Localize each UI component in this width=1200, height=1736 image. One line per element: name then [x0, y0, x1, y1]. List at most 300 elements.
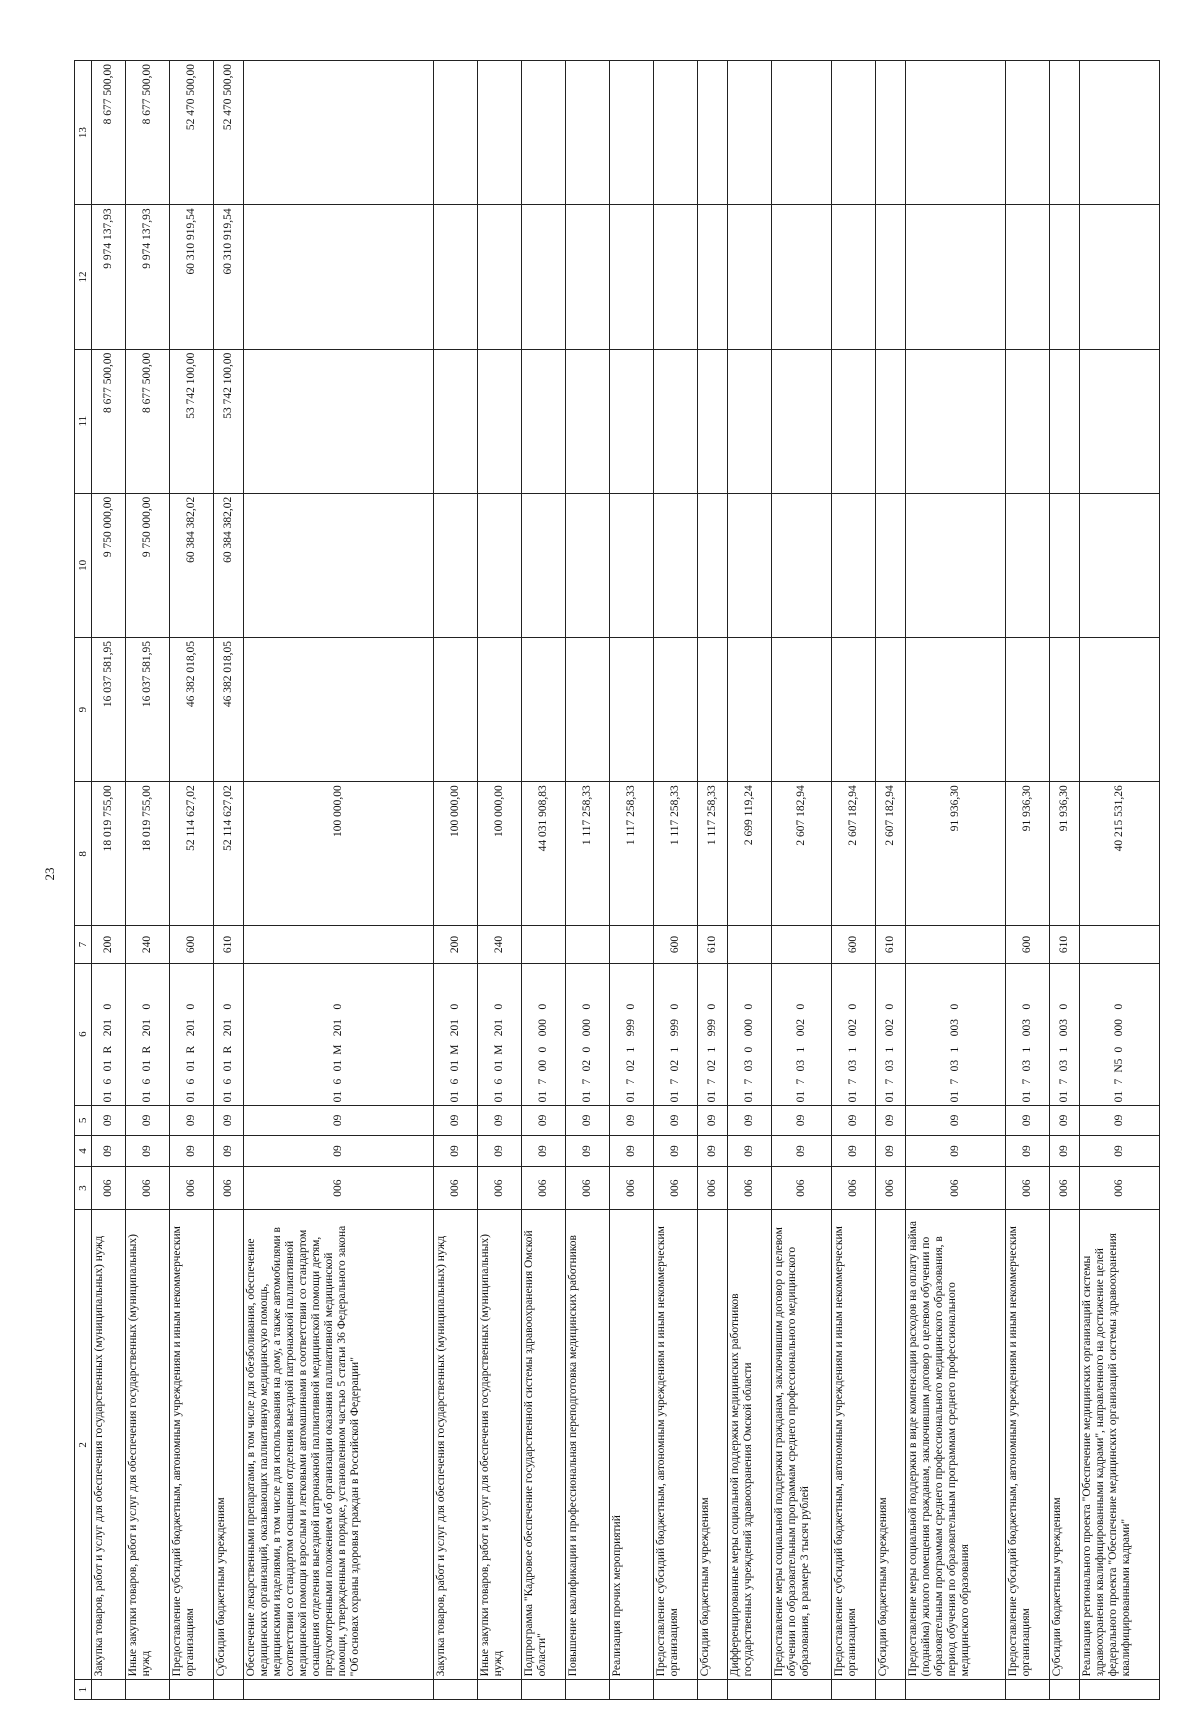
code-part: 01 [669, 1090, 681, 1103]
amount-cell-c12 [1080, 205, 1160, 349]
code-part: 1 [625, 1046, 637, 1053]
amount-cell-c12: 9 974 137,93 [92, 205, 126, 349]
amount-cell-c12 [434, 205, 478, 349]
section-code-cell: 09 [1080, 1136, 1160, 1167]
expense-type-cell [772, 926, 832, 963]
amount-cell-c9 [478, 638, 522, 782]
amount-cell-c11 [1006, 349, 1050, 493]
amount-cell-c13 [434, 61, 478, 205]
amount-cell-c8: 100 000,00 [434, 782, 478, 926]
code-part: 0 [222, 1003, 234, 1010]
header-cell-8: 8 [75, 782, 92, 926]
row-index-cell [244, 1680, 434, 1700]
amount-cell-c13 [906, 61, 1006, 205]
amount-cell-c9 [244, 638, 434, 782]
amount-cell-c13 [698, 61, 728, 205]
code-part: 003 [1021, 1018, 1033, 1037]
code-part: 7 [669, 1078, 681, 1085]
amount-cell-c10 [876, 493, 906, 637]
header-cell-5: 5 [75, 1105, 92, 1136]
admin-code-cell: 006 [566, 1166, 610, 1210]
admin-code-cell: 006 [1006, 1166, 1050, 1210]
row-index-cell [522, 1680, 566, 1700]
header-cell-6: 6 [75, 963, 92, 1105]
subsection-code-cell: 09 [1050, 1105, 1080, 1136]
section-code-cell: 09 [214, 1136, 244, 1167]
code-part: R [102, 1045, 114, 1054]
code-part: 0 [537, 1003, 549, 1010]
code-part: 7 [1021, 1078, 1033, 1085]
table-row [610, 61, 654, 1700]
amount-cell-c12 [832, 205, 876, 349]
amount-cell-c9 [566, 638, 610, 782]
code-part: 01 [493, 1059, 505, 1072]
header-cell-10: 10 [75, 493, 92, 637]
expense-type-cell [906, 926, 1006, 963]
amount-cell-c8: 1 117 258,33 [566, 782, 610, 926]
code-part: 0 [1113, 1003, 1125, 1010]
table-row [772, 61, 832, 1700]
code-part: 7 [581, 1078, 593, 1085]
amount-cell-c8: 91 936,30 [1006, 782, 1050, 926]
table-row [522, 61, 566, 1700]
subsection-code-cell: 09 [244, 1105, 434, 1136]
subsection-code-cell: 09 [1080, 1105, 1160, 1136]
expense-type-cell [522, 926, 566, 963]
target-article-code-cell [1080, 963, 1160, 1105]
row-index-cell [126, 1680, 170, 1700]
amount-cell-c13: 52 470 500,00 [170, 61, 214, 205]
admin-code-cell: 006 [654, 1166, 698, 1210]
row-index-cell [772, 1680, 832, 1700]
amount-cell-c9 [876, 638, 906, 782]
subsection-code-cell: 09 [610, 1105, 654, 1136]
admin-code-cell: 006 [126, 1166, 170, 1210]
amount-cell-c10 [244, 493, 434, 637]
amount-cell-c8: 2 607 182,94 [832, 782, 876, 926]
row-name-cell: Предоставление субсидий бюджетным, автономным учреждениям и иным некоммерческим организациям [832, 1210, 876, 1680]
amount-cell-c13: 8 677 500,00 [126, 61, 170, 205]
code-part: 0 [847, 1003, 859, 1010]
amount-cell-c12 [522, 205, 566, 349]
amount-cell-c11: 53 742 100,00 [214, 349, 244, 493]
section-code-cell: 09 [698, 1136, 728, 1167]
code-part: 6 [185, 1078, 197, 1085]
expense-type-cell [566, 926, 610, 963]
target-article-code-cell [906, 963, 1006, 1105]
code-part: 01 [1113, 1090, 1125, 1103]
code-part: 201 [141, 1018, 153, 1037]
amount-cell-c8: 18 019 755,00 [92, 782, 126, 926]
expense-type-cell: 240 [478, 926, 522, 963]
expense-type-cell [244, 926, 434, 963]
amount-cell-c12 [566, 205, 610, 349]
section-code-cell: 09 [906, 1136, 1006, 1167]
code-part: 000 [743, 1018, 755, 1037]
code-part: 201 [493, 1018, 505, 1037]
expense-type-cell: 610 [214, 926, 244, 963]
amount-cell-c8: 52 114 627,02 [170, 782, 214, 926]
target-article-code-cell [1006, 963, 1050, 1105]
target-article-code-cell [772, 963, 832, 1105]
amount-cell-c13: 8 677 500,00 [92, 61, 126, 205]
table-row [1050, 61, 1080, 1700]
subsection-code-cell: 09 [832, 1105, 876, 1136]
code-part: 0 [581, 1003, 593, 1010]
code-part: 7 [1058, 1078, 1070, 1085]
admin-code-cell: 006 [92, 1166, 126, 1210]
code-part: 01 [449, 1090, 461, 1103]
amount-cell-c11 [566, 349, 610, 493]
amount-cell-c9 [772, 638, 832, 782]
row-name-cell: Закупка товаров, работ и услуг для обеспечения государственных (муниципальных) нужд [434, 1210, 478, 1680]
code-part: 01 [102, 1059, 114, 1072]
code-part: 01 [847, 1090, 859, 1103]
header-cell-12: 12 [75, 205, 92, 349]
target-article-code-cell [1050, 963, 1080, 1105]
table-row [698, 61, 728, 1700]
code-part: 01 [332, 1059, 344, 1072]
code-part: 0 [625, 1003, 637, 1010]
table-row [434, 61, 478, 1700]
target-article-code-cell [478, 963, 522, 1105]
row-name-cell: Подпрограмма "Кадровое обеспечение государственной системы здравоохранения Омской области" [522, 1210, 566, 1680]
header-cell-1: 1 [75, 1680, 92, 1700]
code-part: 1 [795, 1046, 807, 1053]
code-part: 7 [795, 1078, 807, 1085]
table-row [1080, 61, 1160, 1700]
admin-code-cell: 006 [434, 1166, 478, 1210]
admin-code-cell: 006 [876, 1166, 906, 1210]
expense-type-cell [610, 926, 654, 963]
code-part: 7 [537, 1078, 549, 1085]
row-index-cell [434, 1680, 478, 1700]
amount-cell-c10 [772, 493, 832, 637]
row-index-cell [654, 1680, 698, 1700]
amount-cell-c8: 91 936,30 [1050, 782, 1080, 926]
section-code-cell: 09 [1050, 1136, 1080, 1167]
admin-code-cell: 006 [244, 1166, 434, 1210]
code-part: 201 [102, 1018, 114, 1037]
amount-cell-c12: 60 310 919,54 [214, 205, 244, 349]
amount-cell-c13 [1050, 61, 1080, 205]
row-index-cell [728, 1680, 772, 1700]
code-part: 7 [847, 1078, 859, 1085]
code-part: 999 [669, 1018, 681, 1037]
amount-cell-c12 [1006, 205, 1050, 349]
amount-cell-c8: 1 117 258,33 [698, 782, 728, 926]
code-part: 999 [625, 1018, 637, 1037]
amount-cell-c13 [1006, 61, 1050, 205]
code-part: 03 [743, 1059, 755, 1072]
subsection-code-cell: 09 [906, 1105, 1006, 1136]
code-part: 0 [449, 1003, 461, 1010]
code-part: 01 [625, 1090, 637, 1103]
expense-type-cell: 600 [832, 926, 876, 963]
row-index-cell [906, 1680, 1006, 1700]
expense-type-cell: 600 [170, 926, 214, 963]
amount-cell-c11 [832, 349, 876, 493]
code-part: 01 [185, 1059, 197, 1072]
target-article-code-cell [876, 963, 906, 1105]
code-part: M [449, 1044, 461, 1055]
row-index-cell [610, 1680, 654, 1700]
row-name-cell: Реализация регионального проекта "Обеспечение медицинских организаций системы здравоохранения квалифицированными кадрами", направленного на достижение целей федерального проекта "Обеспечение медицинских организаций системы здравоохранения квалифицированными кадрами" [1080, 1210, 1160, 1680]
header-cell-9: 9 [75, 638, 92, 782]
admin-code-cell: 006 [906, 1166, 1006, 1210]
table-row [126, 61, 170, 1700]
amount-cell-c9 [1006, 638, 1050, 782]
amount-cell-c9 [1050, 638, 1080, 782]
code-part: 01 [222, 1090, 234, 1103]
code-part: 0 [949, 1003, 961, 1010]
amount-cell-c13 [244, 61, 434, 205]
row-name-cell: Субсидии бюджетным учреждениям [876, 1210, 906, 1680]
code-part: 000 [1113, 1018, 1125, 1037]
amount-cell-c9 [1080, 638, 1160, 782]
admin-code-cell: 006 [610, 1166, 654, 1210]
amount-cell-c8: 2 607 182,94 [876, 782, 906, 926]
amount-cell-c11 [610, 349, 654, 493]
amount-cell-c11 [654, 349, 698, 493]
amount-cell-c8: 100 000,00 [478, 782, 522, 926]
amount-cell-c11: 8 677 500,00 [126, 349, 170, 493]
amount-cell-c12 [654, 205, 698, 349]
target-article-code-cell [698, 963, 728, 1105]
code-part: R [141, 1045, 153, 1054]
row-name-cell: Предоставление субсидий бюджетным, автономным учреждениям и иным некоммерческим организациям [654, 1210, 698, 1680]
code-part: 1 [949, 1046, 961, 1053]
amount-cell-c8: 18 019 755,00 [126, 782, 170, 926]
code-part: 01 [884, 1090, 896, 1103]
code-part: 02 [581, 1059, 593, 1072]
code-part: 002 [847, 1018, 859, 1037]
code-part: 01 [706, 1090, 718, 1103]
table-row [876, 61, 906, 1700]
target-article-code-cell [92, 963, 126, 1105]
code-part: 1 [1021, 1046, 1033, 1053]
code-part: 00 [537, 1059, 549, 1072]
row-name-cell: Реализация прочих мероприятий [610, 1210, 654, 1680]
amount-cell-c10 [832, 493, 876, 637]
table-row [566, 61, 610, 1700]
header-cell-2: 2 [75, 1210, 92, 1680]
code-part: 0 [884, 1003, 896, 1010]
section-code-cell: 09 [92, 1136, 126, 1167]
target-article-code-cell [522, 963, 566, 1105]
amount-cell-c10 [1080, 493, 1160, 637]
amount-cell-c9: 46 382 018,05 [170, 638, 214, 782]
amount-cell-c12 [772, 205, 832, 349]
table-row [214, 61, 244, 1700]
code-part: 002 [884, 1018, 896, 1037]
code-part: M [332, 1044, 344, 1055]
amount-cell-c13 [566, 61, 610, 205]
code-part: 02 [706, 1059, 718, 1072]
code-part: R [222, 1045, 234, 1054]
amount-cell-c10 [728, 493, 772, 637]
code-part: 01 [493, 1090, 505, 1103]
amount-cell-c9 [610, 638, 654, 782]
amount-cell-c12: 9 974 137,93 [126, 205, 170, 349]
expense-type-cell: 200 [434, 926, 478, 963]
row-index-cell [1050, 1680, 1080, 1700]
section-code-cell: 09 [772, 1136, 832, 1167]
subsection-code-cell: 09 [772, 1105, 832, 1136]
subsection-code-cell: 09 [126, 1105, 170, 1136]
amount-cell-c10 [1050, 493, 1080, 637]
code-part: 0 [102, 1003, 114, 1010]
section-code-cell: 09 [566, 1136, 610, 1167]
code-part: 0 [1058, 1003, 1070, 1010]
row-index-cell [832, 1680, 876, 1700]
table-row [832, 61, 876, 1700]
subsection-code-cell: 09 [170, 1105, 214, 1136]
row-index-cell [876, 1680, 906, 1700]
header-cell-7: 7 [75, 926, 92, 963]
subsection-code-cell: 09 [566, 1105, 610, 1136]
code-part: 01 [141, 1090, 153, 1103]
target-article-code-cell [610, 963, 654, 1105]
target-article-code-cell [214, 963, 244, 1105]
code-part: 01 [581, 1090, 593, 1103]
amount-cell-c11 [478, 349, 522, 493]
target-article-code-cell [244, 963, 434, 1105]
subsection-code-cell: 09 [1006, 1105, 1050, 1136]
amount-cell-c10 [566, 493, 610, 637]
code-part: 7 [884, 1078, 896, 1085]
row-index-cell [170, 1680, 214, 1700]
header-cell-4: 4 [75, 1136, 92, 1167]
target-article-code-cell [654, 963, 698, 1105]
target-article-code-cell [728, 963, 772, 1105]
page-number: 23 [42, 867, 57, 881]
amount-cell-c10: 60 384 382,02 [214, 493, 244, 637]
row-name-cell: Дифференцированные меры социальной поддержки медицинских работников государственных учреждений здравоохранения Омской области [728, 1210, 772, 1680]
subsection-code-cell: 09 [522, 1105, 566, 1136]
code-part: 0 [795, 1003, 807, 1010]
amount-cell-c11 [1050, 349, 1080, 493]
amount-cell-c10 [906, 493, 1006, 637]
code-part: 6 [141, 1078, 153, 1085]
amount-cell-c11: 53 742 100,00 [170, 349, 214, 493]
amount-cell-c10 [610, 493, 654, 637]
amount-cell-c10: 9 750 000,00 [126, 493, 170, 637]
section-code-cell: 09 [170, 1136, 214, 1167]
amount-cell-c10: 9 750 000,00 [92, 493, 126, 637]
amount-cell-c8: 2 607 182,94 [772, 782, 832, 926]
code-part: 7 [1113, 1078, 1125, 1085]
target-article-code-cell [170, 963, 214, 1105]
amount-cell-c11 [728, 349, 772, 493]
amount-cell-c9 [522, 638, 566, 782]
amount-cell-c13 [1080, 61, 1160, 205]
code-part: R [185, 1045, 197, 1054]
row-index-cell [566, 1680, 610, 1700]
code-part: 1 [884, 1046, 896, 1053]
expense-type-cell: 610 [876, 926, 906, 963]
code-part: 02 [669, 1059, 681, 1072]
code-part: 01 [332, 1090, 344, 1103]
code-part: 0 [141, 1003, 153, 1010]
amount-cell-c9: 16 037 581,95 [126, 638, 170, 782]
code-part: 01 [1058, 1090, 1070, 1103]
header-cell-13: 13 [75, 61, 92, 205]
admin-code-cell: 006 [214, 1166, 244, 1210]
section-code-cell: 09 [1006, 1136, 1050, 1167]
row-name-cell: Повышение квалификации и профессиональная переподготовка медицинских работников [566, 1210, 610, 1680]
amount-cell-c11 [906, 349, 1006, 493]
amount-cell-c10 [1006, 493, 1050, 637]
subsection-code-cell: 09 [654, 1105, 698, 1136]
expense-type-cell: 600 [1006, 926, 1050, 963]
code-part: 6 [102, 1078, 114, 1085]
code-part: M [493, 1044, 505, 1055]
amount-cell-c12 [1050, 205, 1080, 349]
code-part: 03 [1021, 1059, 1033, 1072]
row-name-cell: Закупка товаров, работ и услуг для обеспечения государственных (муниципальных) нужд [92, 1210, 126, 1680]
admin-code-cell: 006 [1050, 1166, 1080, 1210]
expense-type-cell: 200 [92, 926, 126, 963]
amount-cell-c8: 40 215 531,26 [1080, 782, 1160, 926]
row-name-cell: Предоставление субсидий бюджетным, автономным учреждениям и иным некоммерческим организациям [1006, 1210, 1050, 1680]
header-cell-3: 3 [75, 1166, 92, 1210]
section-code-cell: 09 [244, 1136, 434, 1167]
code-part: 1 [669, 1046, 681, 1053]
target-article-code-cell [434, 963, 478, 1105]
amount-cell-c8: 44 031 908,83 [522, 782, 566, 926]
subsection-code-cell: 09 [92, 1105, 126, 1136]
code-part: 7 [949, 1078, 961, 1085]
amount-cell-c11 [434, 349, 478, 493]
amount-cell-c9 [728, 638, 772, 782]
section-code-cell: 09 [654, 1136, 698, 1167]
amount-cell-c11: 8 677 500,00 [92, 349, 126, 493]
amount-cell-c13 [654, 61, 698, 205]
code-part: 7 [625, 1078, 637, 1085]
code-part: 000 [537, 1018, 549, 1037]
section-code-cell: 09 [434, 1136, 478, 1167]
code-part: 201 [332, 1018, 344, 1037]
section-code-cell: 09 [832, 1136, 876, 1167]
row-name-cell: Предоставление субсидий бюджетным, автономным учреждениям и иным некоммерческим организациям [170, 1210, 214, 1680]
amount-cell-c10: 60 384 382,02 [170, 493, 214, 637]
code-part: 0 [537, 1046, 549, 1053]
expense-type-cell: 600 [654, 926, 698, 963]
amount-cell-c12: 60 310 919,54 [170, 205, 214, 349]
table-row [906, 61, 1006, 1700]
amount-cell-c9 [698, 638, 728, 782]
amount-cell-c12 [698, 205, 728, 349]
row-index-cell [92, 1680, 126, 1700]
budget-table [74, 60, 1160, 1700]
amount-cell-c13 [876, 61, 906, 205]
admin-code-cell: 006 [522, 1166, 566, 1210]
code-part: 03 [1058, 1059, 1070, 1072]
amount-cell-c13 [478, 61, 522, 205]
code-part: 03 [884, 1059, 896, 1072]
row-name-cell: Иные закупки товаров, работ и услуг для обеспечения государственных (муниципальных) нужд [478, 1210, 522, 1680]
subsection-code-cell: 09 [214, 1105, 244, 1136]
amount-cell-c13 [832, 61, 876, 205]
code-part: 999 [706, 1018, 718, 1037]
amount-cell-c13 [522, 61, 566, 205]
amount-cell-c11 [244, 349, 434, 493]
code-part: 201 [449, 1018, 461, 1037]
code-part: 1 [1058, 1046, 1070, 1053]
code-part: 03 [847, 1059, 859, 1072]
amount-cell-c9 [654, 638, 698, 782]
